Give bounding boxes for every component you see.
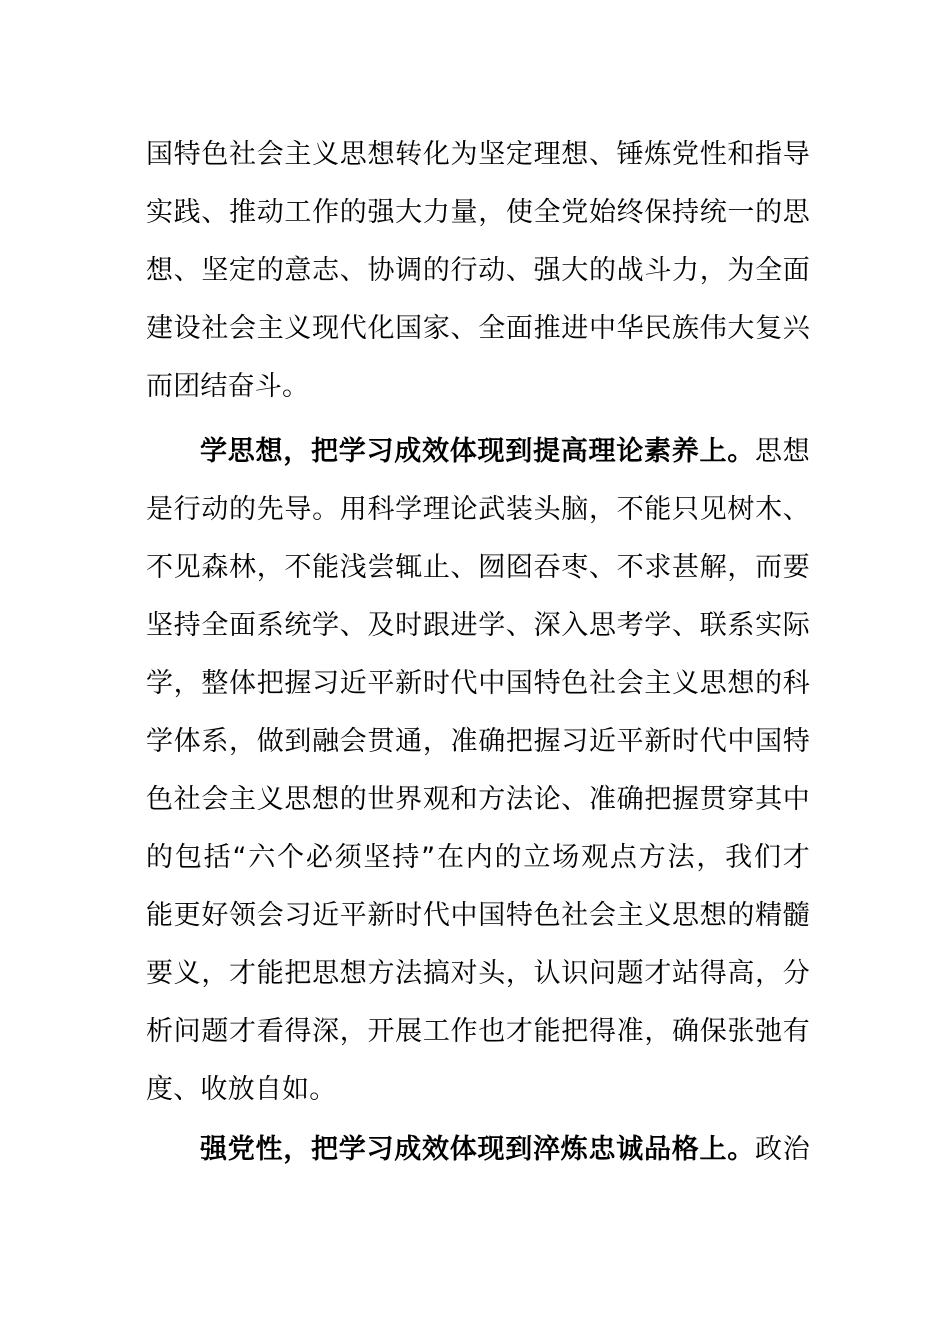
paragraph-2-first-line-rest: 思想 bbox=[755, 436, 810, 467]
paragraph-2-line: 的包括“六个必须坚持”在内的立场观点方法，我们才 bbox=[146, 842, 810, 873]
paragraph-2-line: 度、收放自如。 bbox=[146, 1074, 337, 1105]
paragraph-2-line: 是行动的先导。用科学理论武装头脑，不能只见树木、 bbox=[146, 494, 810, 525]
paragraph-3-heading: 强党性，把学习成效体现到淬炼忠诚品格上。 bbox=[200, 1134, 756, 1165]
paragraph-2-line: 学，整体把握习近平新时代中国特色社会主义思想的科 bbox=[146, 668, 810, 699]
paragraph-2-line: 学体系，做到融会贯通，准确把握习近平新时代中国特 bbox=[146, 726, 810, 757]
paragraph-2-line: 不见森林，不能浅尝辄止、囫囵吞枣、不求甚解，而要 bbox=[146, 552, 810, 583]
paragraph-3 bbox=[146, 1121, 810, 1179]
paragraph-2-first-line bbox=[146, 423, 810, 481]
paragraph-1-line: 而团结奋斗。 bbox=[146, 371, 310, 402]
paragraph-2-heading: 学思想，把学习成效体现到提高理论素养上。 bbox=[200, 436, 756, 467]
paragraph-1-line: 建设社会主义现代化国家、全面推进中华民族伟大复兴 bbox=[146, 313, 810, 344]
paragraph-2-line: 析问题才看得深，开展工作也才能把得准，确保张弛有 bbox=[146, 1016, 810, 1047]
paragraph-2-line: 色社会主义思想的世界观和方法论、准确把握贯穿其中 bbox=[146, 784, 810, 815]
paragraph-1 bbox=[146, 126, 810, 416]
paragraph-1-line: 实践、推动工作的强大力量，使全党始终保持统一的思 bbox=[146, 197, 810, 228]
paragraph-3-first-line bbox=[146, 1121, 810, 1179]
paragraph-1-line: 想、坚定的意志、协调的行动、强大的战斗力，为全面 bbox=[146, 255, 810, 286]
paragraph-1-line: 国特色社会主义思想转化为坚定理想、锤炼党性和指导 bbox=[146, 139, 810, 170]
paragraph-2-line: 能更好领会习近平新时代中国特色社会主义思想的精髓 bbox=[146, 900, 810, 931]
paragraph-2-line: 要义，才能把思想方法搞对头，认识问题才站得高，分 bbox=[146, 958, 810, 989]
paragraph-3-first-line-rest: 政治 bbox=[755, 1134, 810, 1165]
paragraph-2 bbox=[146, 423, 810, 1119]
paragraph-2-line: 坚持全面系统学、及时跟进学、深入思考学、联系实际 bbox=[146, 610, 810, 641]
